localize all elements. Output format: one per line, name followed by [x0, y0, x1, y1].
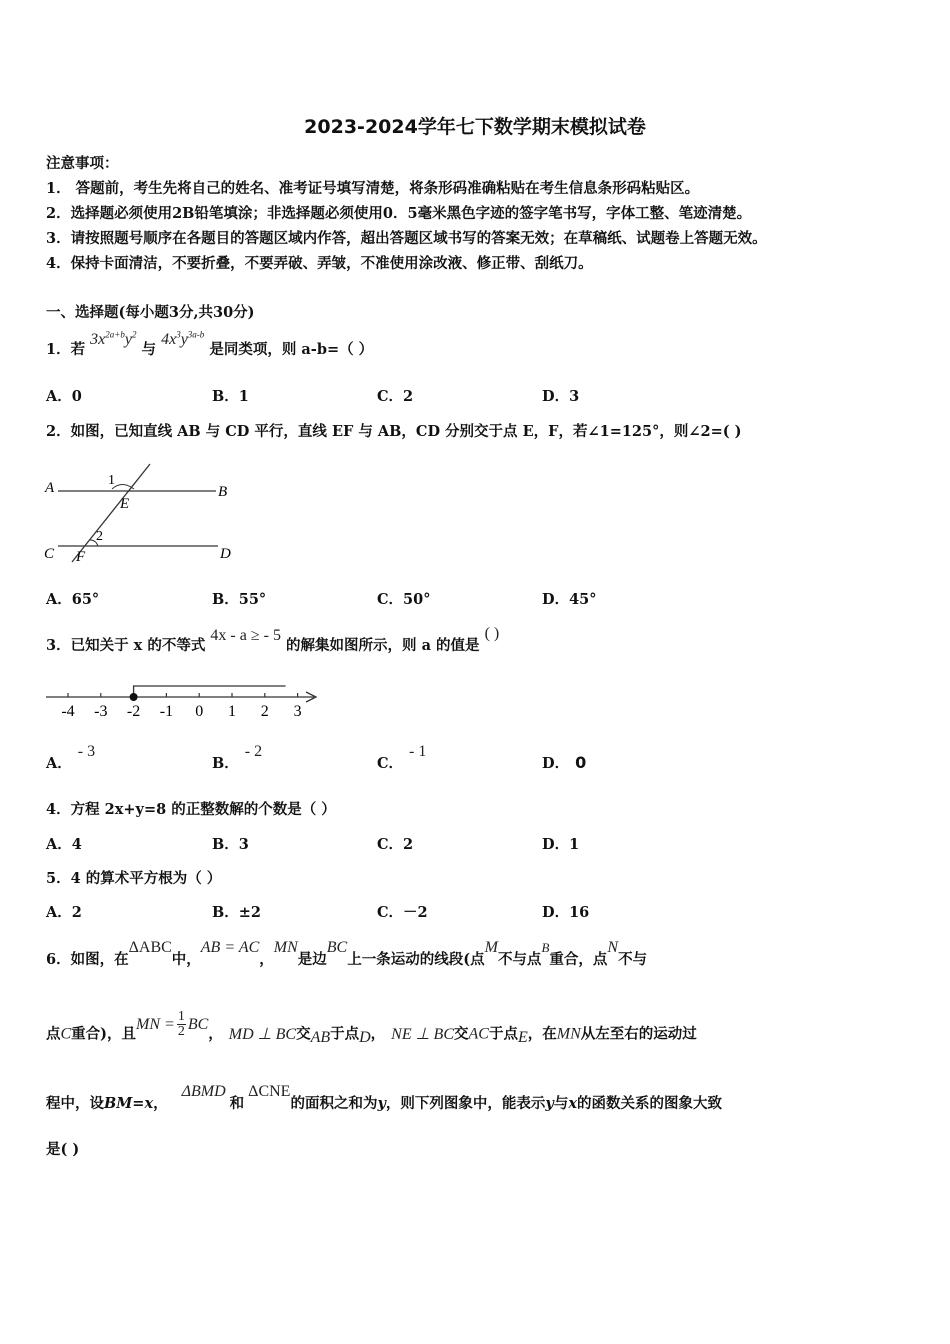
q6-math: x	[568, 1095, 577, 1112]
q6-text: 重合)，且	[71, 1025, 137, 1043]
label-angle-2: 2	[96, 529, 103, 544]
q2-option-b[interactable]: B．55°	[212, 591, 267, 608]
question-6-line-2	[46, 1009, 697, 1049]
q1-term1-base: 3x	[90, 331, 106, 348]
q3-option-b-letter: B．	[212, 755, 239, 772]
q6-math: BC	[187, 1015, 209, 1033]
q6-math: BM=x	[104, 1095, 154, 1112]
tick-label: 3	[293, 703, 302, 720]
q1-term1	[90, 331, 136, 348]
q1-prefix: 1．若	[46, 341, 86, 358]
q6-math: y	[545, 1095, 554, 1112]
q4-option-a[interactable]: A．4	[46, 836, 82, 853]
q2-option-d[interactable]: D．45°	[542, 591, 597, 608]
q1-option-d[interactable]: D．3	[542, 388, 580, 405]
q6-text: 不与	[618, 951, 648, 968]
q6-math: AB	[310, 1028, 331, 1046]
q6-text: 与	[553, 1095, 569, 1112]
q1-option-b[interactable]: B．1	[212, 388, 249, 405]
q3-option-b-value: - 2	[244, 743, 263, 760]
label-f: F	[76, 549, 86, 565]
q6-math: ΔCNE	[248, 1083, 291, 1100]
q6-text: 于点	[330, 1025, 360, 1043]
q3-option-d-letter: D．	[542, 755, 570, 772]
question-6-line-3	[46, 1083, 722, 1113]
q6-fraction	[177, 1010, 186, 1039]
q6-text: ，	[259, 951, 274, 968]
q5-option-c[interactable]: C．－2	[377, 904, 428, 921]
q6-math: N	[607, 939, 619, 956]
q1-term2-yexp: 3a-b	[187, 329, 205, 340]
label-a: A	[45, 480, 55, 496]
q6-math: MN	[556, 1025, 581, 1043]
solution-bracket	[134, 686, 286, 697]
q6-text: 程中，设	[46, 1095, 104, 1112]
question-4: 4．方程 2x+y=8 的正整数解的个数是（ ）	[46, 801, 336, 818]
q1-suffix: 是同类项，则 a-b=（ ）	[209, 341, 374, 358]
label-b: B	[218, 484, 228, 500]
solution-endpoint	[130, 693, 138, 701]
q3-option-c-letter: C．	[377, 755, 404, 772]
q6-text: ，	[208, 1025, 223, 1043]
q6-math: E	[517, 1028, 528, 1046]
question-2: 2．如图，已知直线 AB 与 CD 平行，直线 EF 与 AB，CD 分别交于点 E，F，若∠1=125°，则∠2=( )	[46, 423, 742, 440]
page-title: 2023-2024学年七下数学期末模拟试卷	[304, 116, 646, 138]
q3-suffix: 的解集如图所示，则 a 的值是	[286, 637, 480, 654]
q3-prefix: 3．已知关于 x 的不等式	[46, 637, 206, 654]
q2-option-c[interactable]: C．50°	[377, 591, 431, 608]
q3-option-a[interactable]	[46, 743, 96, 773]
q1-term1-y: y	[124, 331, 132, 348]
q6-math: B	[541, 940, 550, 955]
q3-option-d-value: 0	[575, 753, 587, 772]
q6-math: M	[484, 939, 498, 956]
note-item-4: 4．保持卡面清洁，不要折叠，不要弄破、弄皱，不准使用涂改液、修正带、刮纸刀。	[46, 255, 593, 272]
note-item-1: 1． 答题前，考生先将自己的姓名、准考证号填写清楚，将条形码准确粘贴在考生信息条形码粘贴区。	[46, 180, 700, 197]
note-item-2: 2．选择题必须使用2B铅笔填涂；非选择题必须使用0．5毫米黑色字迹的签字笔书写，字体工整、笔迹清楚。	[46, 205, 752, 222]
q1-option-c[interactable]: C．2	[377, 388, 414, 405]
q6-math: AC	[468, 1025, 489, 1043]
q6-text: 上一条运动的线段(点	[347, 951, 485, 968]
q3-inequality: 4x - a ≥ - 5	[210, 627, 281, 644]
q4-option-c[interactable]: C．2	[377, 836, 414, 853]
q1-term2-exp: 3	[176, 329, 181, 340]
fraction-numerator: 1	[177, 1009, 185, 1024]
tick-label: -4	[61, 703, 75, 720]
q1-term1-exp: 2a+b	[105, 329, 125, 340]
q6-math: ΔABC	[128, 939, 172, 956]
q6-text: ，	[370, 1025, 386, 1043]
fraction-denominator: 2	[177, 1024, 185, 1039]
q6-text: 重合，点	[549, 951, 608, 968]
q6-text: 点	[46, 1025, 61, 1043]
tick-label: 0	[195, 703, 204, 720]
q6-text: 交	[454, 1025, 469, 1043]
q6-math: AB = AC	[200, 939, 260, 956]
q3-option-a-letter: A．	[46, 755, 72, 772]
q1-term2-base: 4x	[161, 331, 177, 348]
q2-figure	[40, 458, 240, 568]
q6-math: BC	[326, 939, 348, 956]
notes-heading: 注意事项：	[46, 155, 119, 172]
tick-label: -3	[94, 703, 108, 720]
q3-number-line	[40, 676, 330, 726]
q3-option-c[interactable]	[377, 743, 427, 773]
q6-math: C	[60, 1025, 72, 1043]
q6-text: 不与点	[497, 951, 542, 968]
question-3	[46, 625, 500, 655]
q6-math: D	[359, 1028, 371, 1046]
q1-mid: 与	[141, 341, 157, 358]
q2-option-a[interactable]: A．65°	[46, 591, 100, 608]
q1-term2	[161, 331, 204, 348]
q4-option-d[interactable]: D．1	[542, 836, 580, 853]
label-angle-1: 1	[108, 473, 115, 488]
q3-paren: ( )	[484, 625, 500, 642]
tick-label: 1	[228, 703, 236, 720]
q1-term1-yexp: 2	[131, 329, 137, 340]
q6-text: 的函数关系的图象大致	[576, 1095, 722, 1112]
question-6-line-1	[46, 939, 648, 969]
q6-text: 于点	[488, 1025, 518, 1043]
q5-option-b[interactable]: B．±2	[212, 904, 261, 921]
q6-text: 和	[229, 1095, 245, 1112]
label-c: C	[44, 546, 55, 562]
question-1	[46, 329, 374, 359]
q6-text: ，在	[527, 1025, 557, 1043]
q6-text: 是边	[297, 951, 327, 968]
q6-math: MN	[273, 939, 298, 956]
tick-label: 2	[260, 703, 269, 720]
q6-math: ΔBMD	[181, 1083, 226, 1100]
q6-math: NE ⊥ BC	[391, 1025, 454, 1043]
q3-option-d[interactable]	[542, 752, 586, 773]
q6-math: MD ⊥ BC	[228, 1025, 297, 1043]
q6-mn-half-bc	[136, 1009, 209, 1039]
q6-text: 的面积之和为	[290, 1095, 378, 1112]
question-5: 5．4 的算术平方根为（ ）	[46, 870, 222, 887]
q1-term2-y: y	[180, 331, 188, 348]
q3-option-a-value: - 3	[77, 743, 96, 760]
q6-math: y	[377, 1095, 386, 1112]
label-d: D	[220, 546, 231, 562]
label-e: E	[120, 496, 130, 512]
q1-option-a[interactable]: A．0	[46, 388, 82, 405]
q6-text: 从左至右的运动过	[580, 1025, 697, 1043]
q6-text: 中，	[171, 951, 201, 968]
q4-option-b[interactable]: B．3	[212, 836, 249, 853]
tick-label: -1	[159, 703, 174, 720]
section-heading: 一、选择题(每小题3分,共30分)	[46, 304, 255, 321]
q6-text: 6．如图，在	[46, 951, 129, 968]
q6-text: ，	[153, 1095, 168, 1112]
q5-option-a[interactable]: A．2	[46, 904, 82, 921]
note-item-3: 3．请按照题号顺序在各题目的答题区域内作答，超出答题区域书写的答案无效；在草稿纸、试题卷上答题无效。	[46, 230, 767, 247]
q5-option-d[interactable]: D．16	[542, 904, 590, 921]
q6-math: MN =	[136, 1015, 175, 1033]
q3-option-c-value: - 1	[409, 743, 427, 760]
q6-text: 交	[296, 1025, 311, 1043]
tick-label: -2	[126, 703, 141, 720]
question-6-line-4: 是( )	[46, 1141, 80, 1158]
q6-text: ，则下列图象中，能表示	[385, 1095, 546, 1112]
q3-option-b[interactable]	[212, 743, 263, 773]
